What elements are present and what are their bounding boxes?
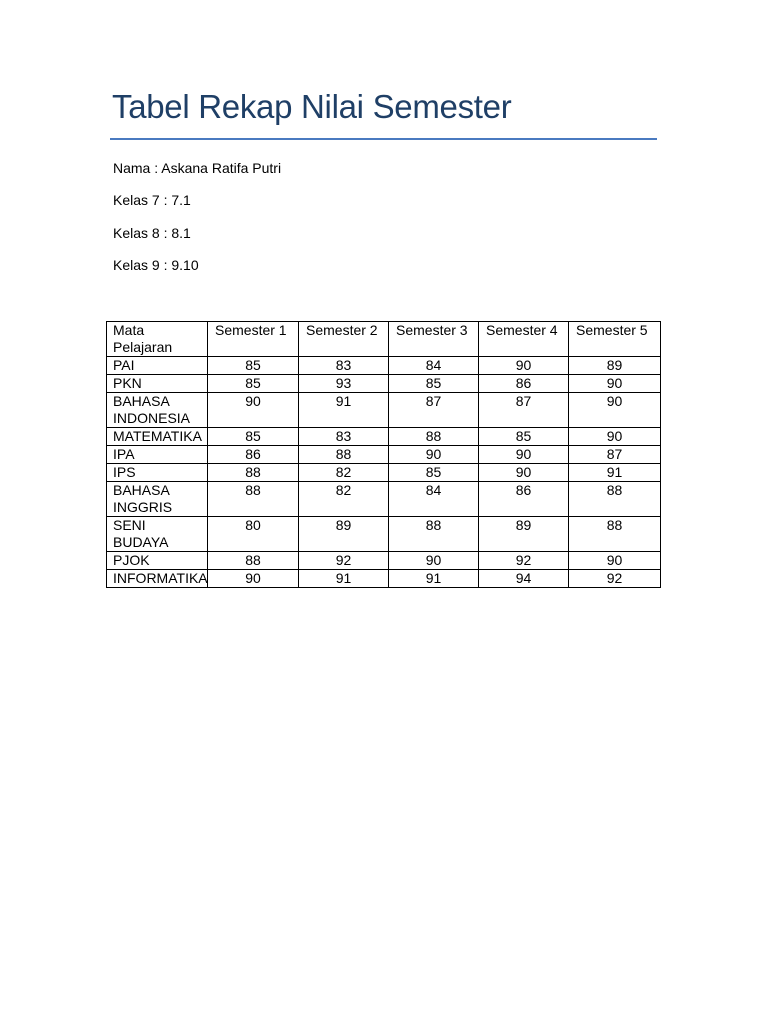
score-cell: 90 [479, 464, 569, 482]
header-semester-1: Semester 1 [208, 322, 299, 357]
score-cell: 92 [479, 552, 569, 570]
score-cell: 94 [479, 570, 569, 588]
table-row [107, 552, 661, 570]
score-cell: 88 [208, 552, 299, 570]
table-header-row [107, 322, 661, 357]
score-cell: 93 [299, 375, 389, 393]
score-cell: 82 [299, 464, 389, 482]
score-cell: 91 [389, 570, 479, 588]
score-cell: 89 [299, 517, 389, 552]
subject-cell: SENI BUDAYA [107, 517, 208, 552]
score-cell: 87 [479, 393, 569, 428]
header-semester-3: Semester 3 [389, 322, 479, 357]
subject-cell: IPA [107, 446, 208, 464]
header-subject: Mata Pelajaran [107, 322, 208, 357]
table-row [107, 357, 661, 375]
score-cell: 88 [569, 482, 661, 517]
table-row [107, 375, 661, 393]
score-cell: 86 [479, 375, 569, 393]
score-cell: 84 [389, 482, 479, 517]
score-cell: 90 [569, 375, 661, 393]
title-underline [110, 138, 657, 140]
score-cell: 85 [208, 375, 299, 393]
subject-cell: PKN [107, 375, 208, 393]
score-cell: 88 [299, 446, 389, 464]
score-cell: 90 [569, 552, 661, 570]
score-cell: 82 [299, 482, 389, 517]
class-9-line: Kelas 9 : 9.10 [113, 257, 199, 273]
subject-cell: INFORMATIKA [107, 570, 208, 588]
score-cell: 85 [208, 357, 299, 375]
score-cell: 90 [208, 393, 299, 428]
score-cell: 85 [479, 428, 569, 446]
table-row [107, 517, 661, 552]
score-cell: 89 [479, 517, 569, 552]
table-row [107, 482, 661, 517]
subject-cell: MATEMATIKA [107, 428, 208, 446]
score-cell: 91 [299, 393, 389, 428]
score-cell: 87 [569, 446, 661, 464]
score-cell: 90 [479, 357, 569, 375]
score-cell: 91 [299, 570, 389, 588]
score-cell: 88 [389, 517, 479, 552]
score-cell: 90 [479, 446, 569, 464]
table-row [107, 464, 661, 482]
score-cell: 92 [299, 552, 389, 570]
subject-cell: IPS [107, 464, 208, 482]
score-cell: 85 [389, 464, 479, 482]
table-row [107, 570, 661, 588]
subject-cell: PAI [107, 357, 208, 375]
grades-table [106, 321, 661, 588]
header-semester-2: Semester 2 [299, 322, 389, 357]
score-cell: 90 [208, 570, 299, 588]
subject-cell: BAHASA INGGRIS [107, 482, 208, 517]
score-cell: 88 [208, 482, 299, 517]
score-cell: 90 [569, 428, 661, 446]
score-cell: 88 [569, 517, 661, 552]
table-row [107, 446, 661, 464]
student-name-line: Nama : Askana Ratifa Putri [113, 160, 282, 176]
score-cell: 90 [389, 446, 479, 464]
score-cell: 84 [389, 357, 479, 375]
class-7-line: Kelas 7 : 7.1 [113, 192, 191, 208]
score-cell: 90 [389, 552, 479, 570]
table-row [107, 393, 661, 428]
score-cell: 86 [208, 446, 299, 464]
score-cell: 88 [208, 464, 299, 482]
score-cell: 86 [479, 482, 569, 517]
score-cell: 85 [208, 428, 299, 446]
score-cell: 83 [299, 357, 389, 375]
score-cell: 92 [569, 570, 661, 588]
document-title: Tabel Rekap Nilai Semester [112, 88, 512, 125]
header-semester-4: Semester 4 [479, 322, 569, 357]
score-cell: 88 [389, 428, 479, 446]
score-cell: 87 [389, 393, 479, 428]
table-row [107, 428, 661, 446]
score-cell: 85 [389, 375, 479, 393]
score-cell: 91 [569, 464, 661, 482]
score-cell: 90 [569, 393, 661, 428]
subject-cell: PJOK [107, 552, 208, 570]
subject-cell: BAHASA INDONESIA [107, 393, 208, 428]
score-cell: 89 [569, 357, 661, 375]
score-cell: 80 [208, 517, 299, 552]
score-cell: 83 [299, 428, 389, 446]
header-semester-5: Semester 5 [569, 322, 661, 357]
class-8-line: Kelas 8 : 8.1 [113, 225, 191, 241]
